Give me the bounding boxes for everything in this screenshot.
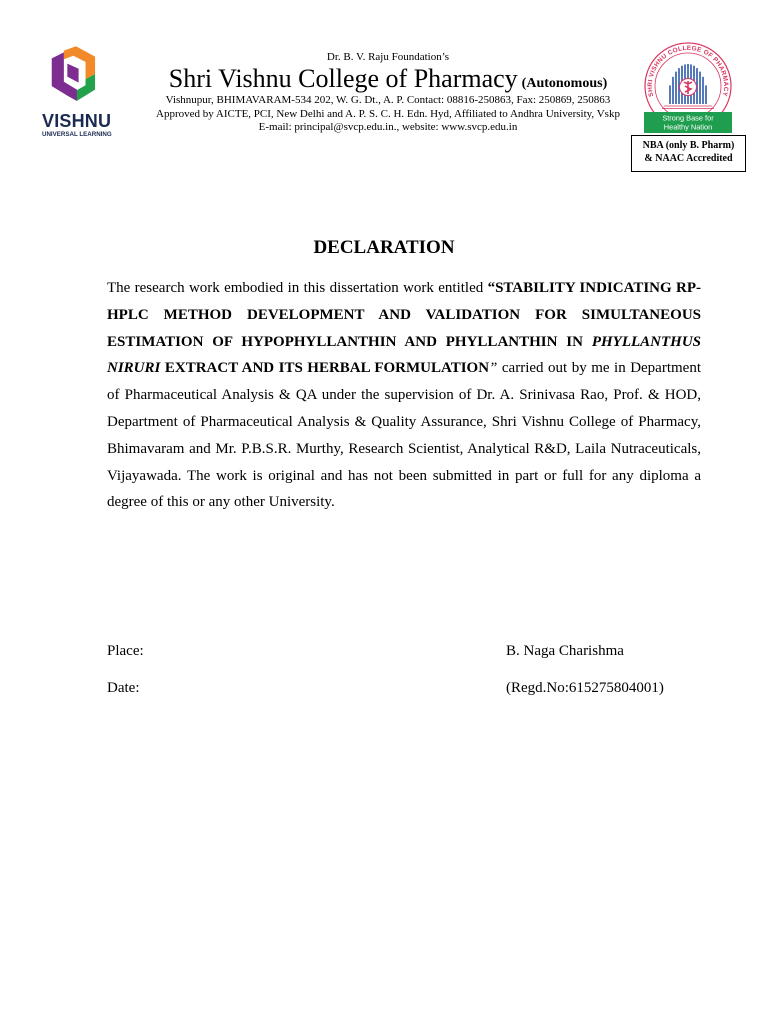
thesis-title-species: PHYLLANTHUS NIRURI [107,333,701,377]
registration-number: (Regd.No:615275804001) [506,680,664,696]
college-approval: Approved by AICTE, PCI, New Delhi and A. P. S. C. H. Edn. Hyd, Affiliated to Andhra University, Vskp [156,108,620,120]
thesis-title-closing-quote: ” [489,360,498,377]
declaration-title: DECLARATION [313,237,455,258]
emblem-banner-line1: Strong Base for [662,113,714,123]
vishnu-tagline: UNIVERSAL LEARNING [42,131,112,138]
vishnu-wordmark: VISHNU [42,111,112,131]
college-emblem-icon [640,42,736,134]
accreditation-box [631,135,746,172]
emblem-banner-line2: Healthy Nation [663,122,713,132]
college-contact: E-mail: principal@svcp.edu.in., website: www.svcp.edu.in [258,121,518,133]
accreditation-line2: & NAAC Accredited [644,153,733,164]
declaration-intro: The research work embodied in this dissertation work entitled [107,280,488,296]
logo-purple-inner [67,64,78,83]
college-name: Shri Vishnu College of Pharmacy [168,64,518,93]
declaration-text: carried out by me in Department of Pharmaceutical Analysis & QA under the supervision of Dr. A. Srinivasa Rao, Prof. & HOD, Department of Pharmaceutical Analysis & Quality Assurance, Shri Vishnu College of Pharmacy, Bhimavaram and Mr. P.B.S.R. Murthy, Research Scientist, Analytical R&D, Laila Nutraceuticals, Vijayawada. The work is original and has not been submitted in part or full for any diploma a degree of this or any other University. [107,360,701,511]
declaration-body [107,275,701,516]
vishnu-logo-icon [50,42,102,106]
thesis-title-part2: EXTRACT AND ITS HERBAL FORMULATION [160,360,490,377]
accreditation-line1: NBA (only B. Pharm) [642,140,735,151]
date-label: Date: [107,680,140,696]
emblem-arc-textpath: SHRI VISHNU COLLEGE OF PHARMACY [646,44,730,98]
college-emblem-graphic [640,42,736,134]
college-address: Vishnupur, BHIMAVARAM-534 202, W. G. Dt., A. P. Contact: 08816-250863, Fax: 250869, 250863 [165,94,611,106]
autonomous-label: (Autonomous) [521,76,608,91]
thesis-title-part1: “STABILITY INDICATING RP-HPLC METHOD DEVELOPMENT AND VALIDATION FOR SIMULTANEOUS ESTIMATION OF HYPOPHYLLANTHIN AND PHYLLANTHIN IN [107,280,701,350]
foundation-name: Dr. B. V. Raju Foundation’s [326,51,450,63]
student-name: B. Naga Charishma [506,643,624,659]
place-label: Place: [107,643,144,659]
vishnu-logo-graphic [50,42,102,106]
